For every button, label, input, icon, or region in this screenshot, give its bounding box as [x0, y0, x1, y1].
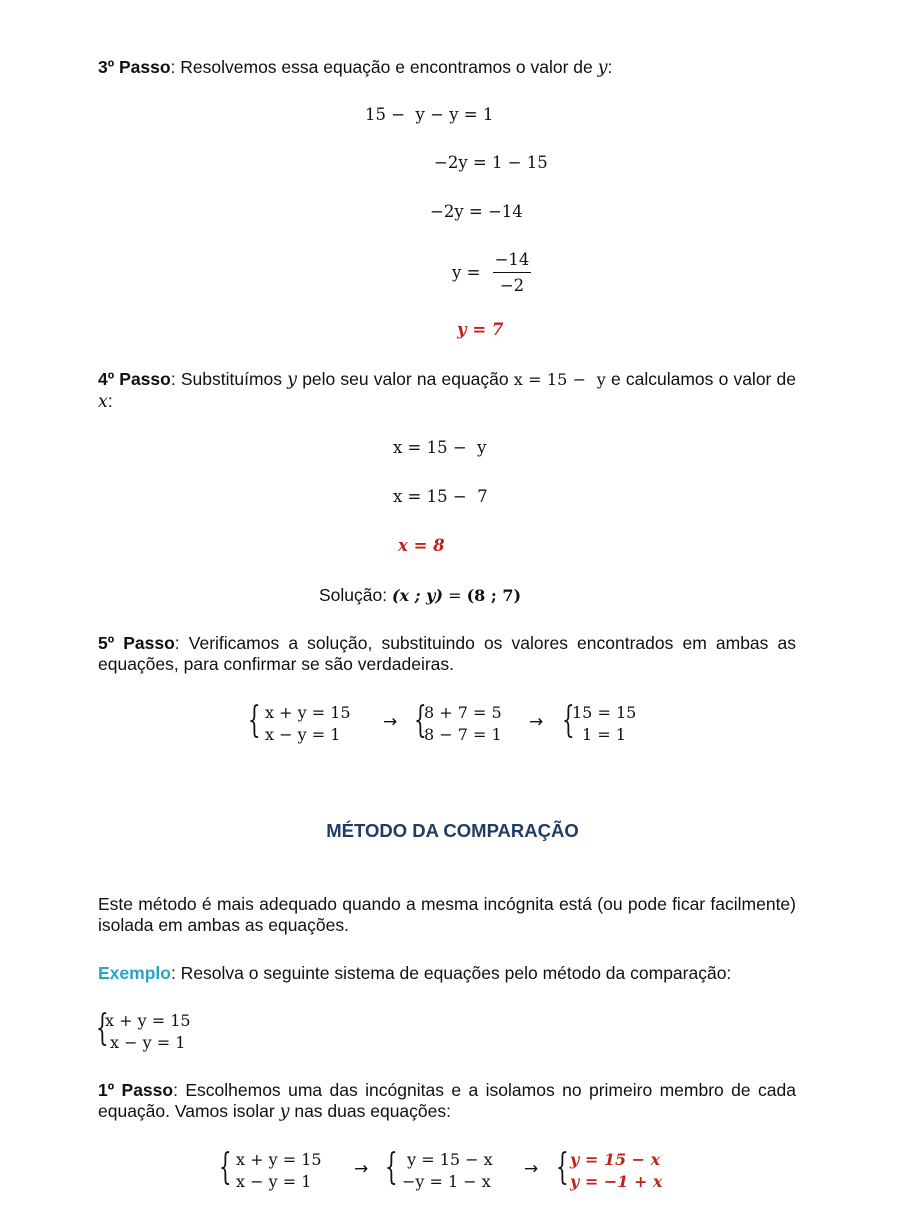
system-row: x + y = 15: [236, 1150, 322, 1169]
system-row: y = 15 − x: [402, 1150, 493, 1169]
system-row-result: y = 15 − x: [570, 1150, 661, 1169]
step3-fraction: [493, 250, 531, 296]
step1-variable: y: [279, 1102, 290, 1122]
step4-result: x = 8: [398, 536, 445, 555]
system-row-result: y = −1 + x: [570, 1172, 663, 1191]
system-row: x + y = 15: [105, 1011, 191, 1030]
step4-var-x: x: [98, 392, 108, 412]
step4-text-b: pelo seu valor na equação: [297, 369, 514, 389]
step1-system-3: [556, 1149, 686, 1193]
arrow-icon: →: [529, 712, 544, 732]
system-row: x − y = 1: [265, 725, 341, 744]
step1-text-b: nas duas equações:: [289, 1101, 451, 1121]
system-brace: {: [248, 700, 261, 741]
step1-label: 1º Passo: [98, 1080, 174, 1100]
solution-pair: (x ; y): [391, 586, 443, 605]
step5-paragraph: [98, 633, 796, 675]
solution-label: Solução:: [319, 585, 392, 605]
fraction-bar: [493, 272, 531, 273]
step5-system-3: [562, 702, 652, 746]
step3-variable: y: [597, 58, 608, 78]
section-heading: MÉTODO DA COMPARAÇÃO: [326, 820, 579, 841]
solution-equals: =: [443, 586, 467, 605]
solution-value: (8 ; 7): [466, 586, 522, 605]
system-brace: {: [562, 700, 575, 741]
step5-label: 5º Passo: [98, 633, 175, 653]
step3-result: y = 7: [457, 320, 504, 339]
step3-equation-1: 15 − y − y = 1: [365, 105, 494, 124]
system-brace: {: [414, 700, 427, 741]
arrow-icon: →: [383, 712, 398, 732]
system-row: x − y = 1: [236, 1172, 312, 1191]
system-row: x + y = 15: [265, 703, 351, 722]
system-brace: {: [219, 1147, 232, 1188]
system-row: x − y = 1: [110, 1033, 186, 1052]
step4-formula: x = 15 − y: [513, 370, 606, 389]
system-brace: {: [96, 1008, 109, 1049]
system-row: 8 − 7 = 1: [424, 725, 502, 744]
step5-system-2: [414, 702, 524, 746]
system-brace: {: [556, 1147, 569, 1188]
step3-text: : Resolvemos essa equação e encontramos o valor de: [170, 57, 598, 77]
system-row: 1 = 1: [582, 725, 626, 744]
step3-paragraph: [98, 57, 796, 79]
example-label: Exemplo: [98, 963, 171, 983]
example-paragraph: [98, 963, 796, 984]
step4-label: 4º Passo: [98, 369, 171, 389]
step4-colon: :: [107, 391, 113, 411]
example-text: : Resolva o seguinte sistema de equações pelo método da comparação:: [170, 963, 732, 983]
fraction-numerator: −14: [494, 250, 530, 269]
step3-colon: :: [607, 57, 613, 77]
system-row: 15 = 15: [572, 703, 637, 722]
step1-text-a: : Escolhemos uma das incógnitas e a isolamos no primeiro membro de cada equação. Vamos isolar: [98, 1080, 796, 1121]
solution-line: [319, 585, 521, 606]
system-row: 8 + 7 = 5: [424, 703, 502, 722]
arrow-icon: →: [354, 1159, 369, 1179]
fraction-denominator: −2: [499, 276, 525, 295]
step4-equation-1: x = 15 − y: [393, 438, 487, 457]
step4-text-c: e calculamos o valor de: [605, 369, 796, 389]
step1-system-1: [219, 1149, 349, 1193]
step4-text-a: : Substituímos: [170, 369, 288, 389]
step1-paragraph: [98, 1080, 796, 1123]
step3-equation-3: −2y = −14: [430, 202, 523, 221]
step5-text: : Verificamos a solução, substituindo os valores encontrados em ambas as equações, para confirmar se são verdadeiras.: [98, 633, 796, 674]
step1-system-2: [385, 1149, 515, 1193]
step4-equation-2: x = 15 − 7: [393, 487, 488, 506]
intro-paragraph: Este método é mais adequado quando a mesma incógnita está (ou pode ficar facilmente) isolada em ambas as equações.: [98, 894, 796, 935]
step3-equation-4-lhs: y =: [452, 263, 481, 282]
system-row: −y = 1 − x: [402, 1172, 491, 1191]
step4-paragraph: [98, 369, 796, 413]
step4-var-y: y: [287, 370, 298, 390]
step3-label: 3º Passo: [98, 57, 171, 77]
step5-system-1: [248, 702, 378, 746]
step3-equation-2: −2y = 1 − 15: [434, 153, 548, 172]
system-brace: {: [385, 1147, 398, 1188]
example-system: [96, 1010, 226, 1054]
arrow-icon: →: [524, 1159, 539, 1179]
